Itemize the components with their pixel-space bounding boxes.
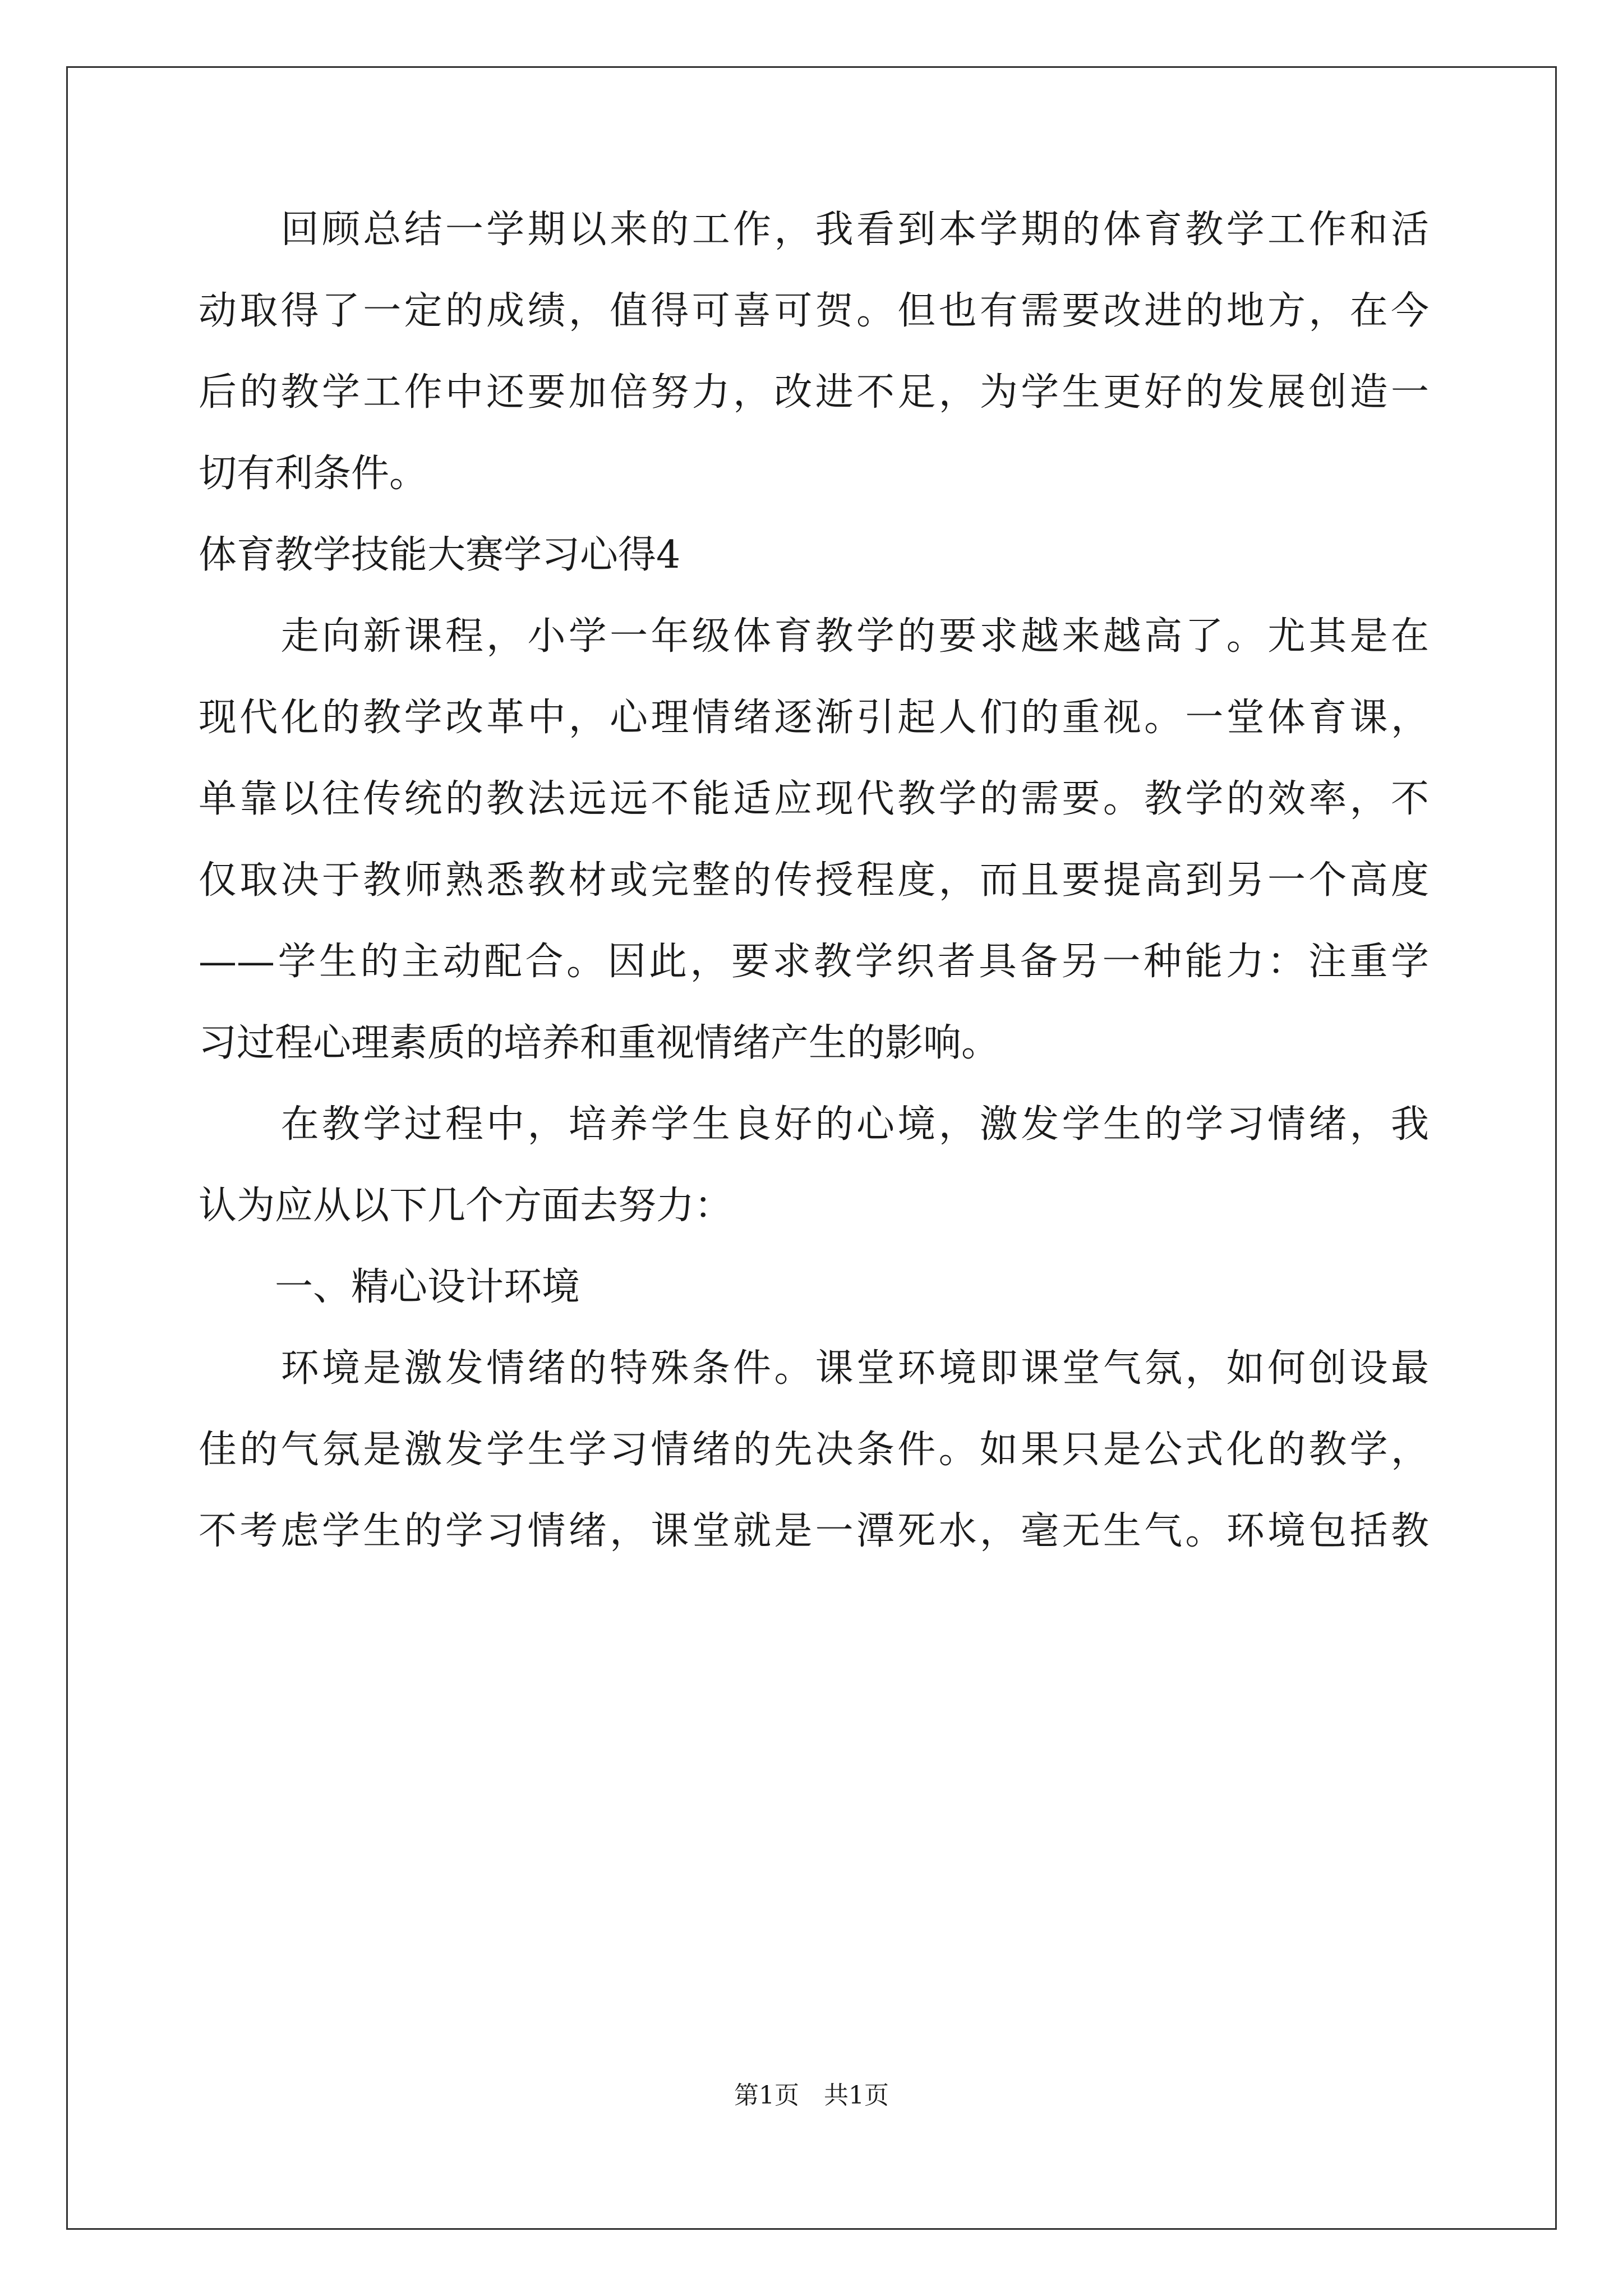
paragraph-line: 单靠以往传统的教法远远不能适应现代教学的需要。教学的效率，不 [199, 777, 1429, 821]
paragraph-line: 走向新课程，小学一年级体育教学的要求越来越高了。尤其是在 [199, 614, 1429, 659]
paragraph-line: 后的教学工作中还要加倍努力，改进不足，为学生更好的发展创造一 [199, 370, 1429, 415]
paragraph-line: 佳的气氛是激发学生学习情绪的先决条件。如果只是公式化的教学， [199, 1428, 1429, 1472]
paragraph-line: 在教学过程中，培养学生良好的心境，激发学生的学习情绪，我 [199, 1102, 1429, 1147]
paragraph-line: ——学生的主动配合。因此，要求教学织者具备另一种能力：注重学 [199, 940, 1429, 984]
paragraph-line: 现代化的教学改革中，心理情绪逐渐引起人们的重视。一堂体育课， [199, 696, 1429, 740]
paragraph-line: 回顾总结一学期以来的工作，我看到本学期的体育教学工作和活 [199, 208, 1429, 252]
subsection-heading: 一、精心设计环境 [199, 1265, 580, 1309]
section-heading: 体育教学技能大赛学习心得4 [199, 533, 681, 577]
paragraph-line: 动取得了一定的成绩，值得可喜可贺。但也有需要改进的地方，在今 [199, 289, 1429, 333]
paragraph-line: 习过程心理素质的培养和重视情绪产生的影响。 [199, 1021, 1000, 1065]
paragraph-line: 认为应从以下几个方面去努力： [199, 1184, 733, 1228]
paragraph-line: 仅取决于教师熟悉教材或完整的传授程度，而且要提高到另一个高度 [199, 858, 1429, 903]
paragraph-line: 环境是激发情绪的特殊条件。课堂环境即课堂气氛，如何创设最 [199, 1346, 1429, 1391]
paragraph-line: 切有利条件。 [199, 452, 428, 496]
page-number-footer: 第1页 共1页 [734, 2081, 889, 2110]
paragraph-line: 不考虑学生的学习情绪，课堂就是一潭死水，毫无生气。环境包括教 [199, 1509, 1429, 1553]
